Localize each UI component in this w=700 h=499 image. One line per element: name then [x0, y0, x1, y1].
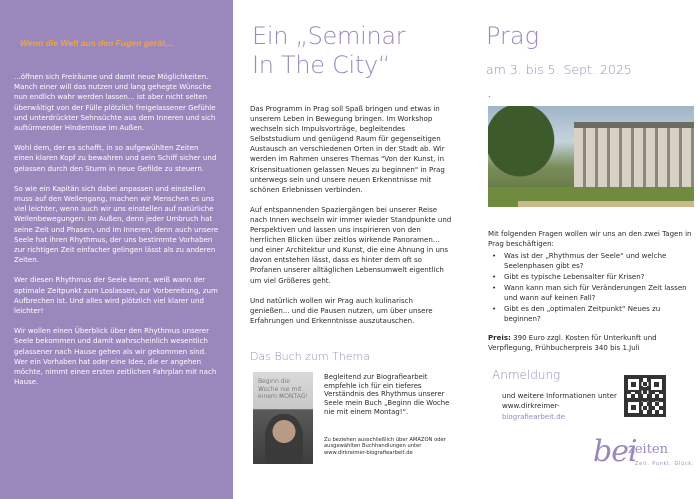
- question-text: Wann kann man sich für Veränderungen Zeit lassen und wann auf keinen Fall?: [504, 283, 687, 302]
- seminar-title-line-2: In The City“: [252, 51, 391, 79]
- question-text: Gibt es typische Lebensalter für Krisen?: [504, 272, 645, 281]
- book-purchase-note: Zu beziehen ausschließlich über AMAZON oder ausgewählten Buchhandlungen unter www.dirkreimer-biografiearbeit.de: [324, 437, 446, 456]
- bullet-icon: •: [492, 283, 497, 292]
- left-paragraph-3: So wie ein Kapitän sich dabei anpassen und einstellen muss auf den Wellengang, machen wir Menschen es uns viel leichter, wenn auch wir uns einstellen auf natürliche Wellenbewegungen: Im Außen, denn jeder Umbruch hat seine Zeit und Phasen, und im Inneren, denn auch unsere Seele hat ihren Rhythmus, der uns bestimmte Vorhaben zur richtigen Zeit einfacher gelingen lässt als zu anderen Zeiten.: [14, 183, 219, 265]
- qr-corner-tl: [628, 379, 639, 390]
- price-info: [488, 333, 698, 353]
- question-text: Gibt es den „optimalen Zeitpunkt“ Neues zu beginnen?: [504, 304, 661, 323]
- qr-code-icon[interactable]: [624, 375, 666, 417]
- prague-palace-photo: [488, 106, 694, 207]
- qr-corner-bl: [628, 402, 639, 413]
- book-cover-image: [253, 372, 313, 464]
- right-panel: [466, 0, 700, 499]
- logo-tagline: Zeit. Punkt. Glück.: [635, 462, 695, 467]
- seminar-body: [250, 104, 454, 336]
- logo-zeiten: zeiten: [628, 442, 668, 457]
- middle-paragraph-1: Das Programm in Prag soll Spaß bringen und etwas in unserem Leben in Bewegung bringen. Im Workshop wechseln sich Impulsvorträge, begleitendes Selbststudium und genügend Raum für gegenseitigen Austausch an verschiedenen Orten in der Stadt ab. Wir werden im Rahmen unseres Themas "Von der Kunst, in Krisensituationen gelassen Neues zu beginnen" in Prag unterwegs sein und unsere neuen Erkenntnisse mit schönen Erlebnissen verbinden.: [250, 104, 445, 194]
- price-label: Preis:: [488, 333, 511, 342]
- price-text: 390 Euro zzgl. Kosten für Unterkunft und Verpflegung, Frühbucherpreis 340 bis 1.Juli: [488, 333, 657, 352]
- event-date: am 3. bis 5. Sept. 2025: [486, 62, 632, 77]
- dot-marker: .: [488, 90, 491, 99]
- list-item: [488, 304, 696, 324]
- bullet-icon: •: [492, 304, 497, 313]
- left-heading: Wenn die Welt aus den Fugen gerät,...: [20, 38, 175, 48]
- book-description: Begleitend zur Biografiearbeit empfehle ich für ein tieferes Verständnis des Rhythmus unserer Seele mein Buch „Beginn die Woche nie mit einem Montag!“.: [324, 373, 450, 416]
- website-link[interactable]: biografiearbeit.de: [502, 411, 565, 421]
- photo-tree: [488, 106, 568, 191]
- qr-corner-tr: [651, 379, 662, 390]
- book-heading: Das Buch zum Thema: [250, 350, 371, 363]
- beizeiten-logo: [593, 434, 695, 490]
- middle-paragraph-3: Und natürlich wollen wir Prag auch kulinarisch genießen... und die Pausen nutzen, um über unsere Erfahrungen und Erkenntnisse auszutauschen.: [250, 295, 433, 325]
- list-item: [488, 251, 696, 271]
- author-portrait: [265, 414, 303, 464]
- question-text: Was ist der „Rhythmus der Seele“ und welche Seelenphasen gibt es?: [504, 251, 667, 270]
- book-cover-title: Beginn die Woche nie mit einem MONTAG!: [258, 378, 309, 401]
- list-item: [488, 272, 696, 282]
- prag-title: Prag: [486, 22, 540, 50]
- logo-bei: bei: [593, 434, 637, 469]
- middle-panel: [233, 0, 466, 499]
- left-paragraph-5: Wir wollen einen Überblick über den Rhythmus unserer Seele bekommen und damit wahrscheinlich wesentlich gelassener nach Hause gehen als wir gekommen sind. Wer ein Vorhaben hat oder eine Idee, die er angehen möchte, nimmt einen ersten zeitlichen Fahrplan mit nach Hause.: [14, 326, 217, 387]
- list-item: [488, 283, 696, 303]
- questions-list: [488, 251, 696, 325]
- left-paragraph-4: Wer diesen Rhythmus der Seele kennt, weiß wann der optimale Zeitpunkt zum Loslassen, zur Vorbereitung, zum Aufbrechen ist. Und alles wird plötzlich viel klarer und leichter!: [14, 275, 218, 316]
- bullet-icon: •: [492, 272, 497, 281]
- questions-intro: Mit folgenden Fragen wollen wir uns an den zwei Tagen in Prag beschäftigen:: [488, 229, 692, 248]
- registration-info: [502, 391, 622, 422]
- seminar-title-line-1: Ein „Seminar: [252, 22, 406, 50]
- photo-building: [574, 128, 694, 190]
- bullet-icon: •: [492, 251, 497, 260]
- registration-text: und weitere Informationen unter www.dirkreimer-: [502, 391, 617, 411]
- left-panel: [0, 0, 233, 499]
- registration-heading: Anmeldung: [492, 368, 561, 382]
- left-paragraph-2: Wohl dem, der es schafft, in so aufgewühlten Zeiten einen klaren Kopf zu bewahren und sein Schiff sicher und gelassen durch den Sturm in neue Gefilde zu steuern.: [14, 143, 217, 173]
- photo-path: [518, 201, 694, 207]
- seminar-title: [252, 22, 462, 80]
- left-paragraph-1: ...öffnen sich Freiräume und damit neue Möglichkeiten. Manch einer will das nutzen und lang gehegte Wünsche nun endlich wahr werden lassen... ist aber nicht selten überwältigt von der Fülle plötzlich freigelassener Gefühle und unterdrückter Sehnsüchte aus dem Inneren und sich auftürmender Hindernisse im Außen.: [14, 72, 216, 133]
- middle-paragraph-2: Auf entspannenden Spaziergängen bei unserer Reise nach Innen wechseln wir immer wieder Standpunkte und Perspektiven und lassen uns inspirieren von den herrlichen Blicken über zeitlos wirkende Panoramen... und einer Architektur und Kunst, die eine Ahnung in uns davon entstehen lässt, dass es hinter dem oft so Profanen unserer alltäglichen Lebensumwelt eigentlich um viel Größeres geht.: [250, 204, 452, 285]
